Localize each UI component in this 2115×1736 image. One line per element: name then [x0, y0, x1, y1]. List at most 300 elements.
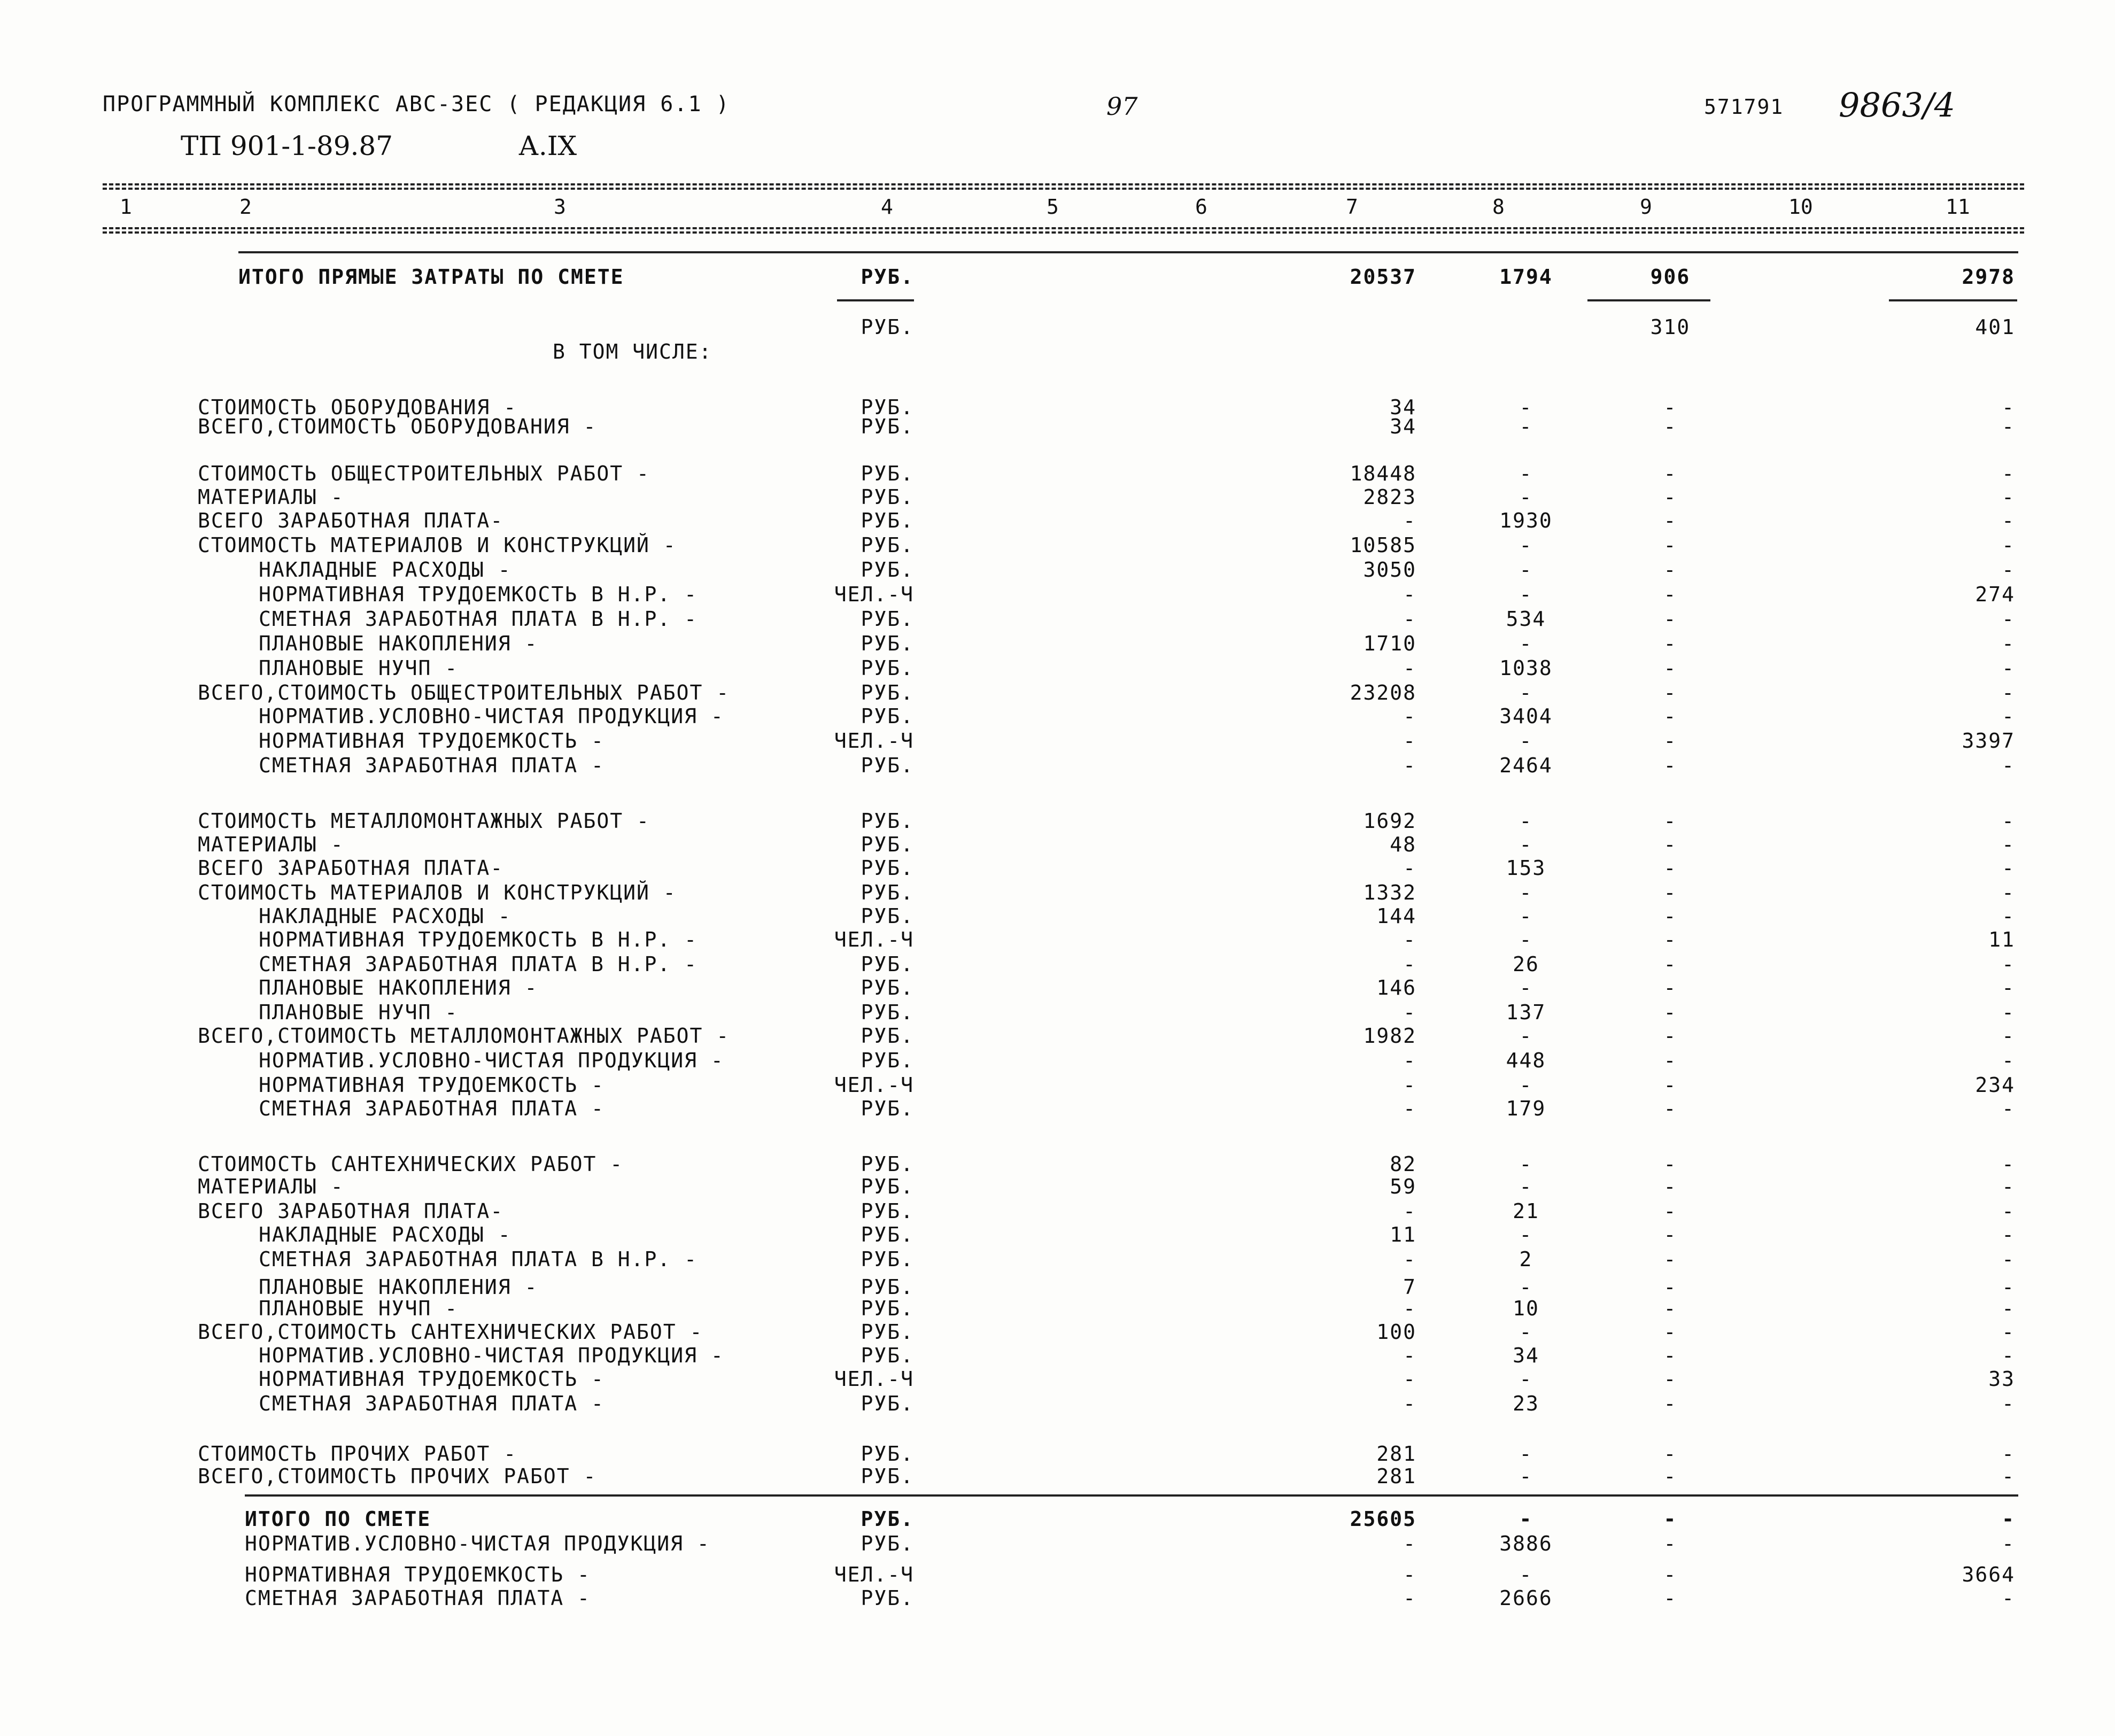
- row-unit: РУБ.: [861, 1275, 914, 1299]
- col7-value: -: [1403, 1199, 1416, 1223]
- row-label: НОРМАТИВ.УСЛОВНО-ЧИСТАЯ ПРОДУКЦИЯ -: [259, 704, 724, 728]
- col7-value: 59: [1390, 1175, 1416, 1198]
- col9-value: -: [1663, 1049, 1677, 1072]
- table-row: [0, 729, 2115, 753]
- col8-value: 21: [1513, 1199, 1539, 1223]
- table-row: [0, 1392, 2115, 1415]
- header-rule-top: [103, 183, 2024, 185]
- col8-value: -: [1519, 1175, 1533, 1198]
- col11-value: -: [2002, 833, 2015, 856]
- row-label: ПЛАНОВЫЕ НАКОПЛЕНИЯ -: [259, 1275, 538, 1299]
- col7-value: 23208: [1350, 681, 1416, 704]
- col9-value: -: [1663, 415, 1677, 438]
- col9-value: -: [1663, 1507, 1677, 1531]
- row-label: НОРМАТИВНАЯ ТРУДОЕМКОСТЬ В Н.Р. -: [259, 583, 698, 606]
- table-row: [0, 265, 2115, 289]
- col11-value: -: [2002, 415, 2015, 438]
- row-label: СМЕТНАЯ ЗАРАБОТНАЯ ПЛАТА В Н.Р. -: [259, 1247, 698, 1271]
- table-row: [0, 928, 2115, 951]
- row-unit: РУБ.: [861, 704, 914, 728]
- col9-value: -: [1663, 607, 1677, 631]
- row-label: НОРМАТИВНАЯ ТРУДОЕМКОСТЬ -: [259, 1367, 605, 1391]
- col9-value: -: [1663, 1442, 1677, 1466]
- table-row: [0, 1320, 2115, 1344]
- row-label: ИТОГО ПО СМЕТЕ: [245, 1507, 431, 1531]
- col7-value: 34: [1390, 415, 1416, 438]
- row-label: МАТЕРИАЛЫ -: [198, 833, 344, 856]
- col11-value: -: [2002, 1175, 2015, 1198]
- table-row: [0, 809, 2115, 833]
- col8-value: -: [1519, 1223, 1533, 1246]
- row-label: ВСЕГО,СТОИМОСТЬ ОБЩЕСТРОИТЕЛЬНЫХ РАБОТ -: [198, 681, 730, 704]
- col8-value: 2: [1519, 1247, 1533, 1271]
- table-row: [0, 315, 2115, 339]
- row-unit: ЧЕЛ.-Ч: [834, 729, 914, 753]
- table-row: [0, 1175, 2115, 1198]
- row-label: ВСЕГО,СТОИМОСТЬ ОБОРУДОВАНИЯ -: [198, 415, 597, 438]
- col7-value: -: [1403, 1049, 1416, 1072]
- row-unit: РУБ.: [861, 1152, 914, 1176]
- col11-value: -: [2002, 856, 2015, 880]
- col11-value: -: [2002, 952, 2015, 976]
- col9-value: -: [1663, 704, 1677, 728]
- row-unit: РУБ.: [861, 1097, 914, 1120]
- col8-value: -: [1519, 881, 1533, 904]
- row-unit: РУБ.: [861, 558, 914, 582]
- col8-value: 3886: [1499, 1532, 1553, 1555]
- col7-value: 1982: [1363, 1024, 1416, 1048]
- row-label: НОРМАТИВНАЯ ТРУДОЕМКОСТЬ -: [245, 1563, 591, 1586]
- table-row: [0, 1464, 2115, 1488]
- table-row: [0, 1223, 2115, 1246]
- col9-value: 906: [1650, 265, 1691, 289]
- col11-value: -: [2002, 656, 2015, 680]
- column-number: 5: [1047, 195, 1059, 219]
- row-unit: РУБ.: [861, 1247, 914, 1271]
- table-row: [0, 1367, 2115, 1391]
- col8-value: 10: [1513, 1297, 1539, 1320]
- column-number: 4: [881, 195, 893, 219]
- col9-value: -: [1663, 681, 1677, 704]
- unit-underline: [837, 299, 914, 301]
- row-label: ВСЕГО ЗАРАБОТНАЯ ПЛАТА-: [198, 509, 504, 532]
- col11-value: -: [2002, 1586, 2015, 1610]
- row-label: СМЕТНАЯ ЗАРАБОТНАЯ ПЛАТА -: [259, 754, 605, 777]
- table-row: [0, 1297, 2115, 1320]
- col11-value: -: [2002, 1344, 2015, 1367]
- col8-value: 23: [1513, 1392, 1539, 1415]
- col8-value: 1794: [1499, 265, 1553, 289]
- col11-value: -: [2002, 1532, 2015, 1555]
- col11-value: -: [2002, 533, 2015, 557]
- col9-value: -: [1663, 833, 1677, 856]
- column-number: 9: [1640, 195, 1652, 219]
- col7-value: -: [1403, 583, 1416, 606]
- row-unit: РУБ.: [861, 1175, 914, 1198]
- col7-value: -: [1403, 1344, 1416, 1367]
- total-rule-top: [238, 251, 2018, 253]
- row-unit: ЧЕЛ.-Ч: [834, 1367, 914, 1391]
- col11-value: 33: [1988, 1367, 2015, 1391]
- col9-value: -: [1663, 729, 1677, 753]
- row-label: НОРМАТИВ.УСЛОВНО-ЧИСТАЯ ПРОДУКЦИЯ -: [259, 1049, 724, 1072]
- row-unit: РУБ.: [861, 1297, 914, 1320]
- col11-value: -: [2002, 976, 2015, 999]
- col7-value: 18448: [1350, 462, 1416, 485]
- table-row: [0, 656, 2115, 680]
- col8-value: 34: [1513, 1344, 1539, 1367]
- col7-value: -: [1403, 928, 1416, 951]
- row-label: СТОИМОСТЬ МАТЕРИАЛОВ И КОНСТРУКЦИЙ -: [198, 533, 677, 557]
- row-label: МАТЕРИАЛЫ -: [198, 1175, 344, 1198]
- col11-value: -: [2002, 509, 2015, 532]
- row-unit: РУБ.: [861, 1199, 914, 1223]
- row-label: ВСЕГО ЗАРАБОТНАЯ ПЛАТА-: [198, 1199, 504, 1223]
- table-row: [0, 1001, 2115, 1024]
- row-unit: ЧЕЛ.-Ч: [834, 1073, 914, 1097]
- table-row: [0, 1024, 2115, 1048]
- col9-value: -: [1663, 1024, 1677, 1048]
- table-row: [0, 485, 2115, 509]
- col11-value: -: [2002, 1001, 2015, 1024]
- col8-value: -: [1519, 1507, 1533, 1531]
- sheet-number: 9863/4: [1839, 86, 1956, 125]
- col9-value: -: [1663, 1199, 1677, 1223]
- col8-value: -: [1519, 1320, 1533, 1344]
- row-unit: РУБ.: [861, 809, 914, 833]
- col11-value: 234: [1975, 1073, 2015, 1097]
- col7-value: -: [1403, 754, 1416, 777]
- col9-value: -: [1663, 1073, 1677, 1097]
- col7-value: -: [1403, 729, 1416, 753]
- col8-value: -: [1519, 1464, 1533, 1488]
- row-label: ПЛАНОВЫЕ НУЧП -: [259, 1297, 459, 1320]
- col7-value: 144: [1376, 904, 1416, 928]
- col7-value: -: [1403, 704, 1416, 728]
- col11-value: -: [2002, 607, 2015, 631]
- col7-value: 25605: [1350, 1507, 1416, 1531]
- col7-value: 1710: [1363, 632, 1416, 655]
- row-unit: РУБ.: [861, 265, 914, 289]
- row-label: СМЕТНАЯ ЗАРАБОТНАЯ ПЛАТА В Н.Р. -: [259, 952, 698, 976]
- row-label: В ТОМ ЧИСЛЕ:: [553, 340, 712, 363]
- col11-value: -: [2002, 1464, 2015, 1488]
- table-row: [0, 833, 2115, 856]
- table-row: [0, 1247, 2115, 1271]
- col8-value: -: [1519, 462, 1533, 485]
- col9-value: -: [1663, 485, 1677, 509]
- col9-value: -: [1663, 754, 1677, 777]
- table-row: [0, 681, 2115, 704]
- table-row: [0, 607, 2115, 631]
- table-row: [0, 1563, 2115, 1586]
- row-label: СТОИМОСТЬ МЕТАЛЛОМОНТАЖНЫХ РАБОТ -: [198, 809, 650, 833]
- row-unit: РУБ.: [861, 315, 914, 339]
- col7-value: 34: [1390, 396, 1416, 419]
- col9-value: -: [1663, 1152, 1677, 1176]
- col9-value: -: [1663, 1367, 1677, 1391]
- col9-value: -: [1663, 1563, 1677, 1586]
- col9-value: -: [1663, 533, 1677, 557]
- col7-value: -: [1403, 856, 1416, 880]
- col7-value: -: [1403, 656, 1416, 680]
- row-unit: РУБ.: [861, 904, 914, 928]
- column-number: 6: [1195, 195, 1207, 219]
- table-row: [0, 1049, 2115, 1072]
- table-row: [0, 1507, 2115, 1531]
- row-unit: РУБ.: [861, 1464, 914, 1488]
- column-number: 3: [554, 195, 566, 219]
- row-label: НАКЛАДНЫЕ РАСХОДЫ -: [259, 1223, 512, 1246]
- table-row: [0, 881, 2115, 904]
- col11-value: -: [2002, 1024, 2015, 1048]
- column-number: 1: [120, 195, 132, 219]
- col8-value: -: [1519, 729, 1533, 753]
- col9-value: -: [1663, 1097, 1677, 1120]
- table-row: [0, 704, 2115, 728]
- col11-value: -: [2002, 1392, 2015, 1415]
- header-rule-bottom: [103, 227, 2024, 229]
- row-unit: РУБ.: [861, 952, 914, 976]
- col9-value: -: [1663, 1175, 1677, 1198]
- col11-value: -: [2002, 904, 2015, 928]
- table-row: [0, 558, 2115, 582]
- row-unit: РУБ.: [861, 1320, 914, 1344]
- col7-value: 1692: [1363, 809, 1416, 833]
- col9-value: -: [1663, 1392, 1677, 1415]
- document-code: 571791: [1704, 95, 1784, 119]
- row-label: ВСЕГО,СТОИМОСТЬ САНТЕХНИЧЕСКИХ РАБОТ -: [198, 1320, 703, 1344]
- row-unit: РУБ.: [861, 656, 914, 680]
- col11-value: -: [2002, 704, 2015, 728]
- col7-value: 100: [1376, 1320, 1416, 1344]
- col9-value: -: [1663, 1275, 1677, 1299]
- table-row: [0, 754, 2115, 777]
- row-unit: РУБ.: [861, 1442, 914, 1466]
- col7-value: 281: [1376, 1464, 1416, 1488]
- col11-value: -: [2002, 1507, 2015, 1531]
- row-unit: РУБ.: [861, 533, 914, 557]
- col9-value: -: [1663, 1320, 1677, 1344]
- table-row: [0, 1073, 2115, 1097]
- col11-value: -: [2002, 1320, 2015, 1344]
- col7-value: -: [1403, 1532, 1416, 1555]
- table-row: [0, 904, 2115, 928]
- col7-value: 48: [1390, 833, 1416, 856]
- row-label: НОРМАТИВ.УСЛОВНО-ЧИСТАЯ ПРОДУКЦИЯ -: [245, 1532, 710, 1555]
- row-unit: РУБ.: [861, 1344, 914, 1367]
- col7-value: -: [1403, 1073, 1416, 1097]
- col8-value: -: [1519, 1442, 1533, 1466]
- table-row: [0, 415, 2115, 438]
- col11-value: 3664: [1962, 1563, 2015, 1586]
- col9-value: 310: [1650, 315, 1691, 339]
- table-row: [0, 462, 2115, 485]
- col8-value: 3404: [1499, 704, 1553, 728]
- row-label: НОРМАТИВ.УСЛОВНО-ЧИСТАЯ ПРОДУКЦИЯ -: [259, 1344, 724, 1367]
- row-label: ВСЕГО,СТОИМОСТЬ ПРОЧИХ РАБОТ -: [198, 1464, 597, 1488]
- col9-value: -: [1663, 1344, 1677, 1367]
- col7-value: -: [1403, 1097, 1416, 1120]
- col8-value: -: [1519, 1152, 1533, 1176]
- row-unit: ЧЕЛ.-Ч: [834, 928, 914, 951]
- col8-value: -: [1519, 485, 1533, 509]
- col9-value: -: [1663, 656, 1677, 680]
- col8-value: -: [1519, 1275, 1533, 1299]
- col11-value: -: [2002, 485, 2015, 509]
- row-unit: РУБ.: [861, 509, 914, 532]
- col7-value: 1332: [1363, 881, 1416, 904]
- col11-value: -: [2002, 1049, 2015, 1072]
- col11-value: -: [2002, 632, 2015, 655]
- column-number: 2: [239, 195, 252, 219]
- row-unit: РУБ.: [861, 1392, 914, 1415]
- col8-value: -: [1519, 928, 1533, 951]
- row-unit: РУБ.: [861, 1223, 914, 1246]
- row-unit: РУБ.: [861, 1049, 914, 1072]
- col8-value: -: [1519, 533, 1533, 557]
- row-label: ВСЕГО ЗАРАБОТНАЯ ПЛАТА-: [198, 856, 504, 880]
- row-unit: РУБ.: [861, 881, 914, 904]
- program-header: ПРОГРАММНЫЙ КОМПЛЕКС АВС-ЗЕС ( РЕДАКЦИЯ 6.1 ): [103, 92, 730, 117]
- table-row: [0, 1097, 2115, 1120]
- row-label: СМЕТНАЯ ЗАРАБОТНАЯ ПЛАТА -: [259, 1097, 605, 1120]
- col11-value: 401: [1975, 315, 2015, 339]
- row-label: ПЛАНОВЫЕ НУЧП -: [259, 1001, 459, 1024]
- col11-value: -: [2002, 881, 2015, 904]
- row-label: ВСЕГО,СТОИМОСТЬ МЕТАЛЛОМОНТАЖНЫХ РАБОТ -: [198, 1024, 730, 1048]
- col7-value: -: [1403, 1586, 1416, 1610]
- col7-value: -: [1403, 1392, 1416, 1415]
- col8-value: 534: [1506, 607, 1546, 631]
- table-row: [0, 1442, 2115, 1466]
- col8-value: -: [1519, 396, 1533, 419]
- col11-value: -: [2002, 1442, 2015, 1466]
- row-unit: РУБ.: [861, 1024, 914, 1048]
- table-row: [0, 632, 2115, 655]
- col9-value: -: [1663, 1464, 1677, 1488]
- col9-value: -: [1663, 1532, 1677, 1555]
- col11-value: -: [2002, 1297, 2015, 1320]
- table-row: [0, 952, 2115, 976]
- col8-value: 448: [1506, 1049, 1546, 1072]
- row-unit: ЧЕЛ.-Ч: [834, 583, 914, 606]
- table-row: [0, 509, 2115, 532]
- col9-value: -: [1663, 881, 1677, 904]
- row-unit: РУБ.: [861, 1507, 914, 1531]
- column-number: 8: [1492, 195, 1505, 219]
- col11-value: -: [2002, 809, 2015, 833]
- row-label: ИТОГО ПРЯМЫЕ ЗАТРАТЫ ПО СМЕТЕ: [238, 265, 624, 289]
- row-unit: ЧЕЛ.-Ч: [834, 1563, 914, 1586]
- row-label: ПЛАНОВЫЕ НУЧП -: [259, 656, 459, 680]
- col8-value: -: [1519, 1024, 1533, 1048]
- col8-value: -: [1519, 1563, 1533, 1586]
- col11-value: -: [2002, 558, 2015, 582]
- col8-value: 153: [1506, 856, 1546, 880]
- col9-value: -: [1663, 856, 1677, 880]
- table-row: [0, 976, 2115, 999]
- col8-value: -: [1519, 1073, 1533, 1097]
- table-row: [0, 856, 2115, 880]
- project-number: ТП 901-1-89.87: [181, 130, 393, 161]
- col7-value: -: [1403, 1297, 1416, 1320]
- table-row: [0, 533, 2115, 557]
- col8-value: 179: [1506, 1097, 1546, 1120]
- col7-value: 82: [1390, 1152, 1416, 1176]
- col9-value: -: [1663, 928, 1677, 951]
- col11-value: -: [2002, 1199, 2015, 1223]
- row-unit: РУБ.: [861, 632, 914, 655]
- row-label: НАКЛАДНЫЕ РАСХОДЫ -: [259, 904, 512, 928]
- row-label: НОРМАТИВНАЯ ТРУДОЕМКОСТЬ -: [259, 1073, 605, 1097]
- row-unit: РУБ.: [861, 856, 914, 880]
- col11-value: -: [2002, 1097, 2015, 1120]
- row-unit: РУБ.: [861, 976, 914, 999]
- col8-value: 1930: [1499, 509, 1553, 532]
- row-label: НОРМАТИВНАЯ ТРУДОЕМКОСТЬ В Н.Р. -: [259, 928, 698, 951]
- row-label: НАКЛАДНЫЕ РАСХОДЫ -: [259, 558, 512, 582]
- row-unit: РУБ.: [861, 833, 914, 856]
- table-row: [0, 1532, 2115, 1555]
- row-unit: РУБ.: [861, 1586, 914, 1610]
- row-unit: РУБ.: [861, 1532, 914, 1555]
- col8-value: -: [1519, 681, 1533, 704]
- row-unit: РУБ.: [861, 462, 914, 485]
- col8-value: 2464: [1499, 754, 1553, 777]
- row-label: ПЛАНОВЫЕ НАКОПЛЕНИЯ -: [259, 632, 538, 655]
- col7-value: -: [1403, 607, 1416, 631]
- col8-value: 26: [1513, 952, 1539, 976]
- table-row: [0, 1344, 2115, 1367]
- row-unit: РУБ.: [861, 415, 914, 438]
- col9-value: -: [1663, 1586, 1677, 1610]
- col11-value: -: [2002, 1275, 2015, 1299]
- header-rule-top-2: [103, 188, 2024, 190]
- col8-value: 2666: [1499, 1586, 1553, 1610]
- col9-value: -: [1663, 1001, 1677, 1024]
- row-label: СМЕТНАЯ ЗАРАБОТНАЯ ПЛАТА -: [245, 1586, 591, 1610]
- col9-value: -: [1663, 632, 1677, 655]
- col9-value: -: [1663, 583, 1677, 606]
- col7-value: -: [1403, 1367, 1416, 1391]
- row-unit: РУБ.: [861, 607, 914, 631]
- col11-value: -: [2002, 681, 2015, 704]
- row-label: СМЕТНАЯ ЗАРАБОТНАЯ ПЛАТА -: [259, 1392, 605, 1415]
- col8-value: -: [1519, 558, 1533, 582]
- col7-value: -: [1403, 1001, 1416, 1024]
- col7-value: 20537: [1350, 265, 1416, 289]
- col8-value: -: [1519, 809, 1533, 833]
- row-label: НОРМАТИВНАЯ ТРУДОЕМКОСТЬ -: [259, 729, 605, 753]
- page-number: 97: [1106, 92, 1138, 121]
- column-number: 7: [1346, 195, 1358, 219]
- row-unit: РУБ.: [861, 1001, 914, 1024]
- col11-value: -: [2002, 462, 2015, 485]
- col9-value: -: [1663, 976, 1677, 999]
- col8-value: -: [1519, 904, 1533, 928]
- col11-value: -: [2002, 1152, 2015, 1176]
- col9-value: -: [1663, 509, 1677, 532]
- row-unit: РУБ.: [861, 396, 914, 419]
- col8-value: -: [1519, 833, 1533, 856]
- col7-value: 11: [1390, 1223, 1416, 1246]
- col8-value: 137: [1506, 1001, 1546, 1024]
- col9-value: -: [1663, 904, 1677, 928]
- final-total-rule: [245, 1494, 2018, 1497]
- col11-value: 11: [1988, 928, 2015, 951]
- col8-value: -: [1519, 976, 1533, 999]
